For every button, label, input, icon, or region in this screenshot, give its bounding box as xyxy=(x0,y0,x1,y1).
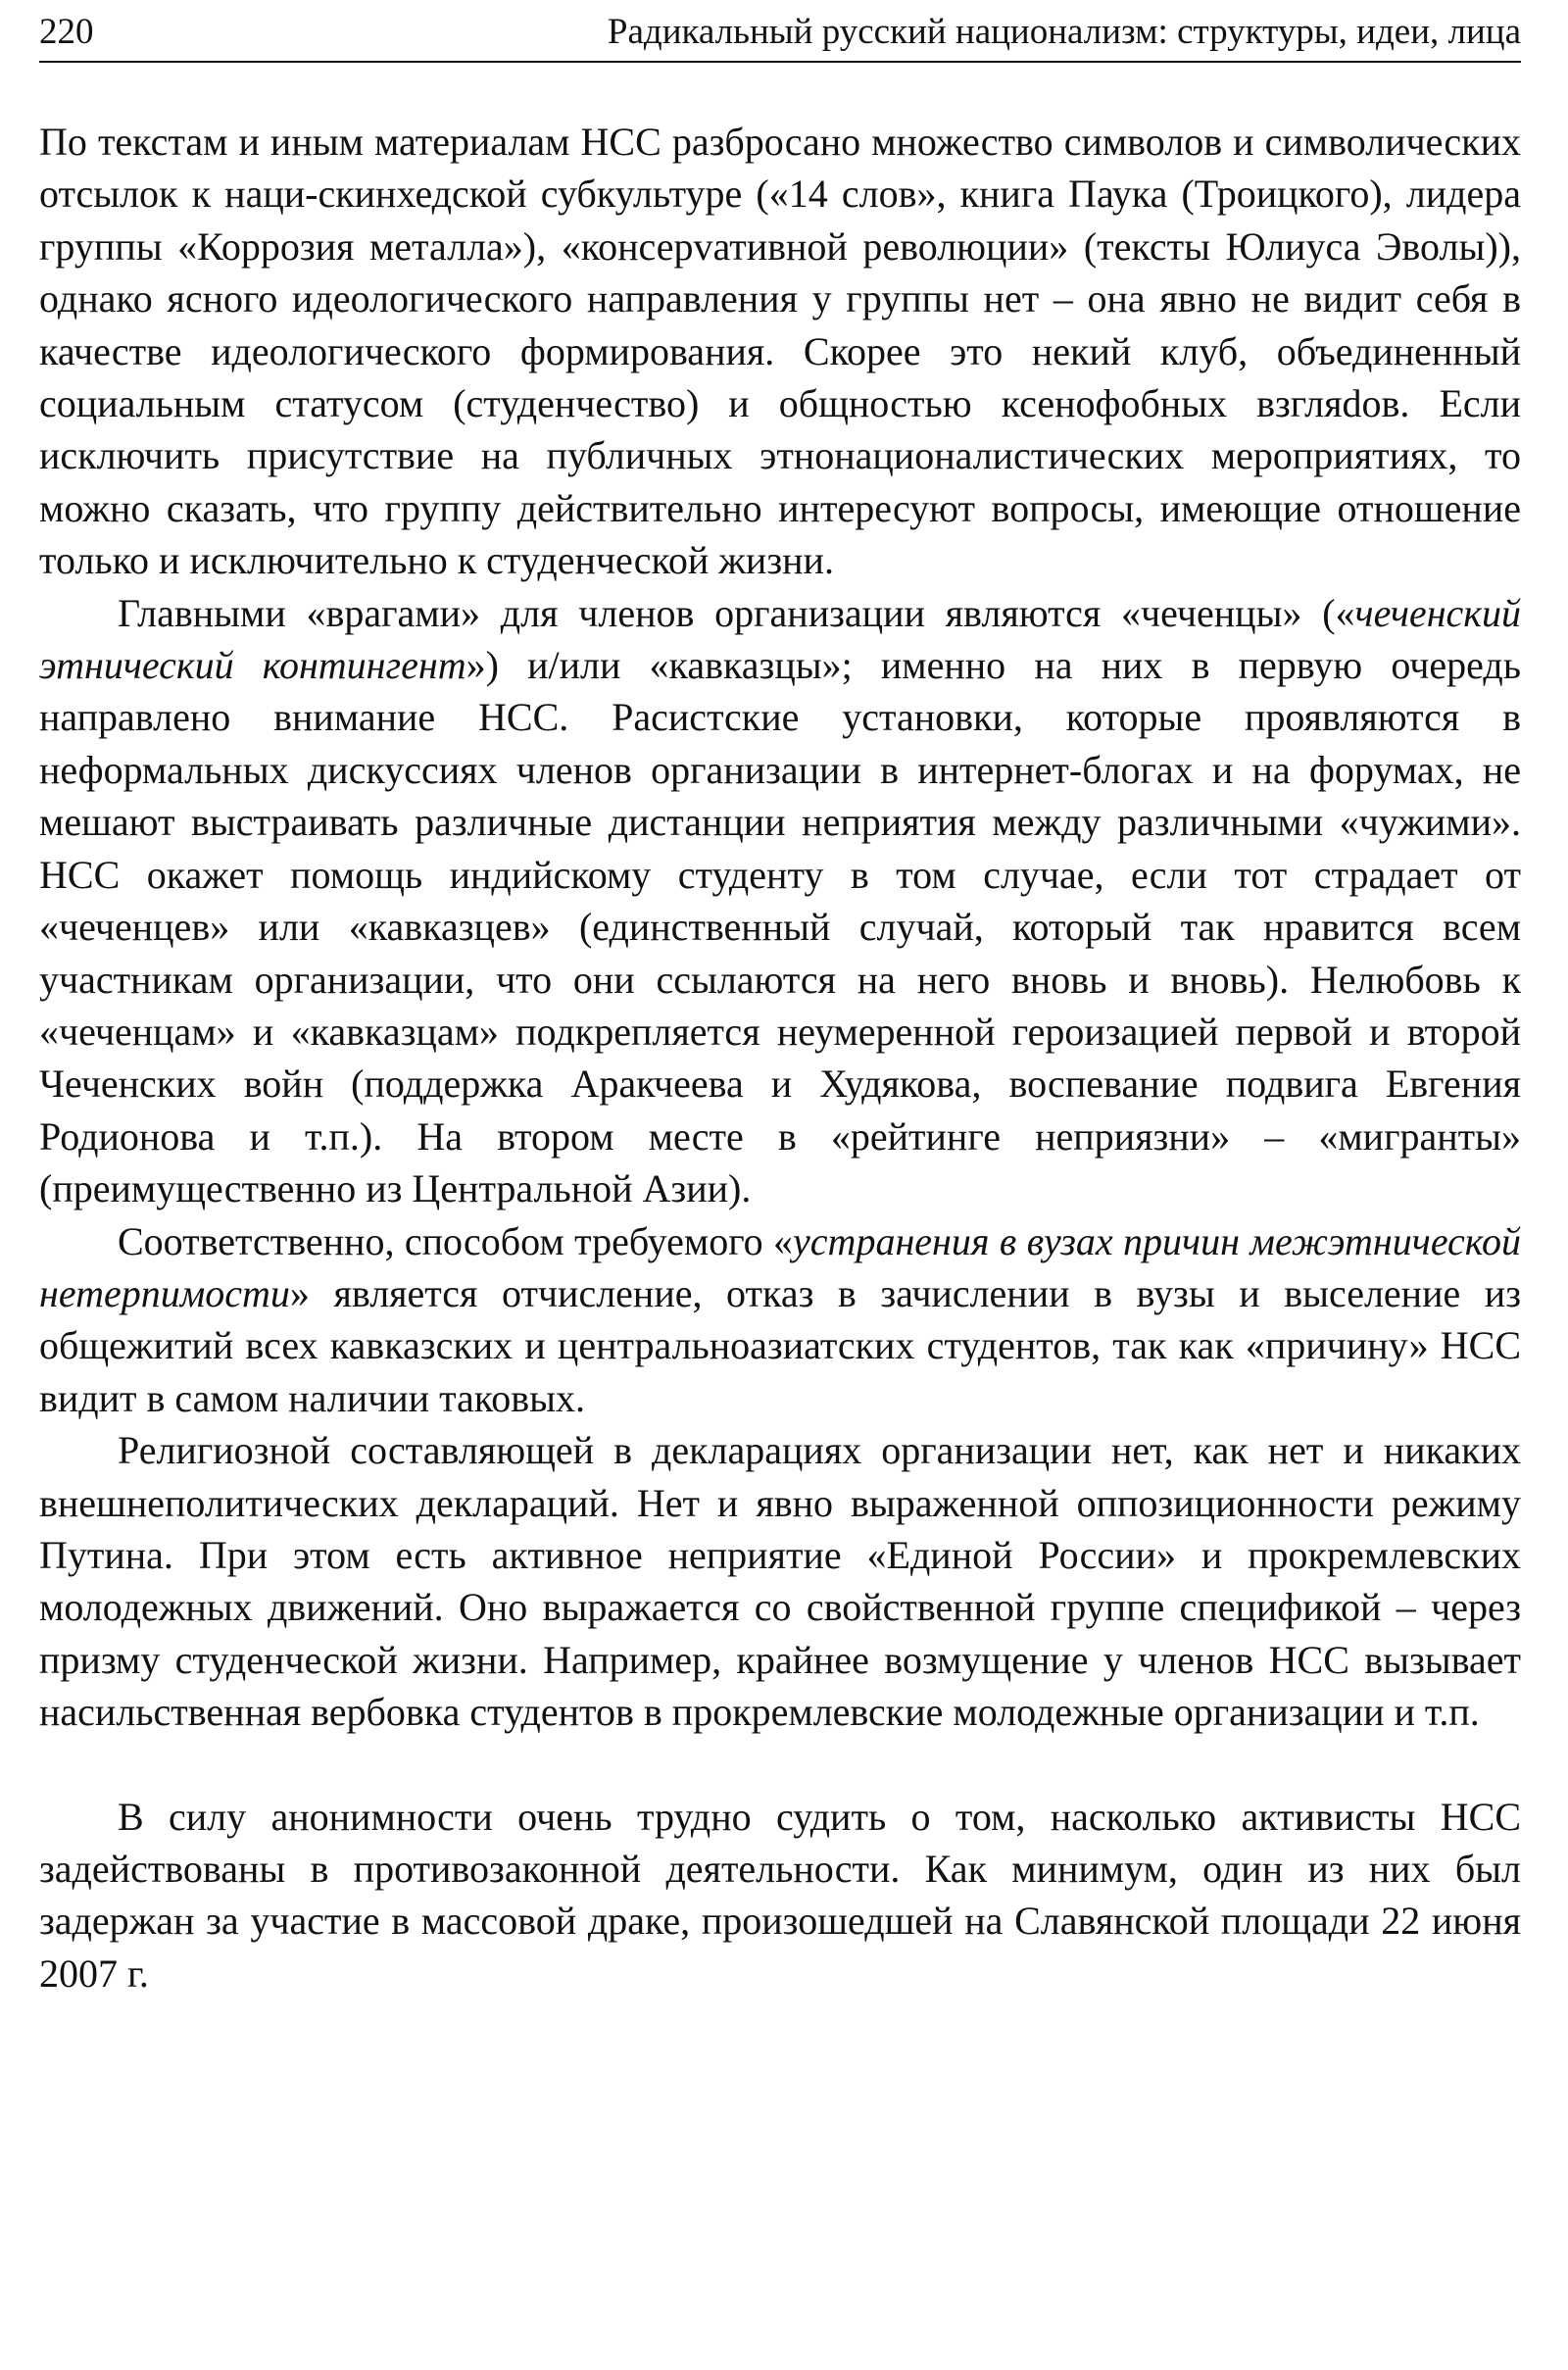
paragraph-text: Главными «врагами» для членов организации являются «чеченцы» (« xyxy=(118,590,1355,635)
page-number: 220 xyxy=(39,12,94,52)
paragraph-religion-politics: Религиозной составляющей в декларациях организации нет, как нет и никаких внешнеполитических деклараций. Нет и явно выраженной оппозиционности режиму Путина. При этом есть активное неприятие «Единой России» и прокремлевских молодежных движений. Оно выражается со свойственной группе спецификой – через призму студенческой жизни. Например, крайнее возмущение у членов НСС вызывает насильственная вербовка студентов в прокремлевские молодежные организации и т.п. xyxy=(39,1428,1521,1735)
paragraph-text: ») и/или «кавказцы»; именно на них в первую очередь направлено внимание НСС. Расистские установки, которые проявляются в неформальных дискуссиях членов организации в интернет-блогах и на форумах, не мешают выстраивать различные дистанции неприятия между различными «чужими». НСС окажет помощь индийскому студенту в том случае, если тот страдает от «чеченцев» или «кавказцев» (единственный случай, который так нравится всем участникам организации, что они ссылаются на него вновь и вновь). Нелюбовь к «чеченцам» и «кавказцам» подкрепляется неумеренной героизацией первой и второй Чеченских войн (поддержка Аракчеева и Худякова, воспевание подвига Евгения Родионова и т.п.). На втором месте в «рейтинге неприязни» – «мигранты» (преимущественно из Центральной Азии). xyxy=(39,643,1521,1211)
paragraph-expulsion xyxy=(39,1215,1521,1425)
paragraph-text: » является отчисление, отказ в зачислении в вузы и выселение из общежитий всех кавказских и центральноазиатских студентов, так как «причину» НСС видит в самом наличии таковых. xyxy=(39,1270,1521,1420)
italic-quote: чеченский этнический контингент xyxy=(39,590,1521,688)
body-text xyxy=(39,116,1521,2000)
italic-quote: устранения в вузах причин межэтнической нетерпимости xyxy=(39,1218,1521,1315)
running-title: Радикальный русский национализм: структуры, идеи, лица xyxy=(607,12,1521,52)
paragraph-symbols: По текстам и иным материалам НСС разбросано множество символов и символических отсылок к наци-скинхедской субкультуре («14 слов», книга Паука (Троицкого), лидера группы «Коррозия металла»), «консерvативной революции» (тексты Юлиуса Эволы)), однако ясного идеологического направления у группы нет – она явно не видит себя в качестве идеологического формирования. Скорее это некий клуб, объединенный социальным статусом (студенчество) и общностью ксенофобных взгляdов. Если исключить присутствие на публичных этнонационалистических мероприятиях, то можно сказать, что группу действительно интересуют вопросы, имеющие отношение только и исключительно к студенческой жизни. xyxy=(39,120,1521,583)
running-header xyxy=(39,8,1521,63)
paragraph-text: Соответственно, способом требуемого « xyxy=(118,1218,794,1263)
paragraph-enemies xyxy=(39,587,1521,1215)
paragraph-illegal-activity: В силу анонимности очень трудно судить о том, насколько активисты НСС задействованы в противозаконной деятельности. Как минимум, один из них был задержан за участие в массовой драке, произошедшей на Славянской площади 22 июня 2007 г. xyxy=(39,1794,1521,1996)
book-page xyxy=(39,0,1521,2370)
